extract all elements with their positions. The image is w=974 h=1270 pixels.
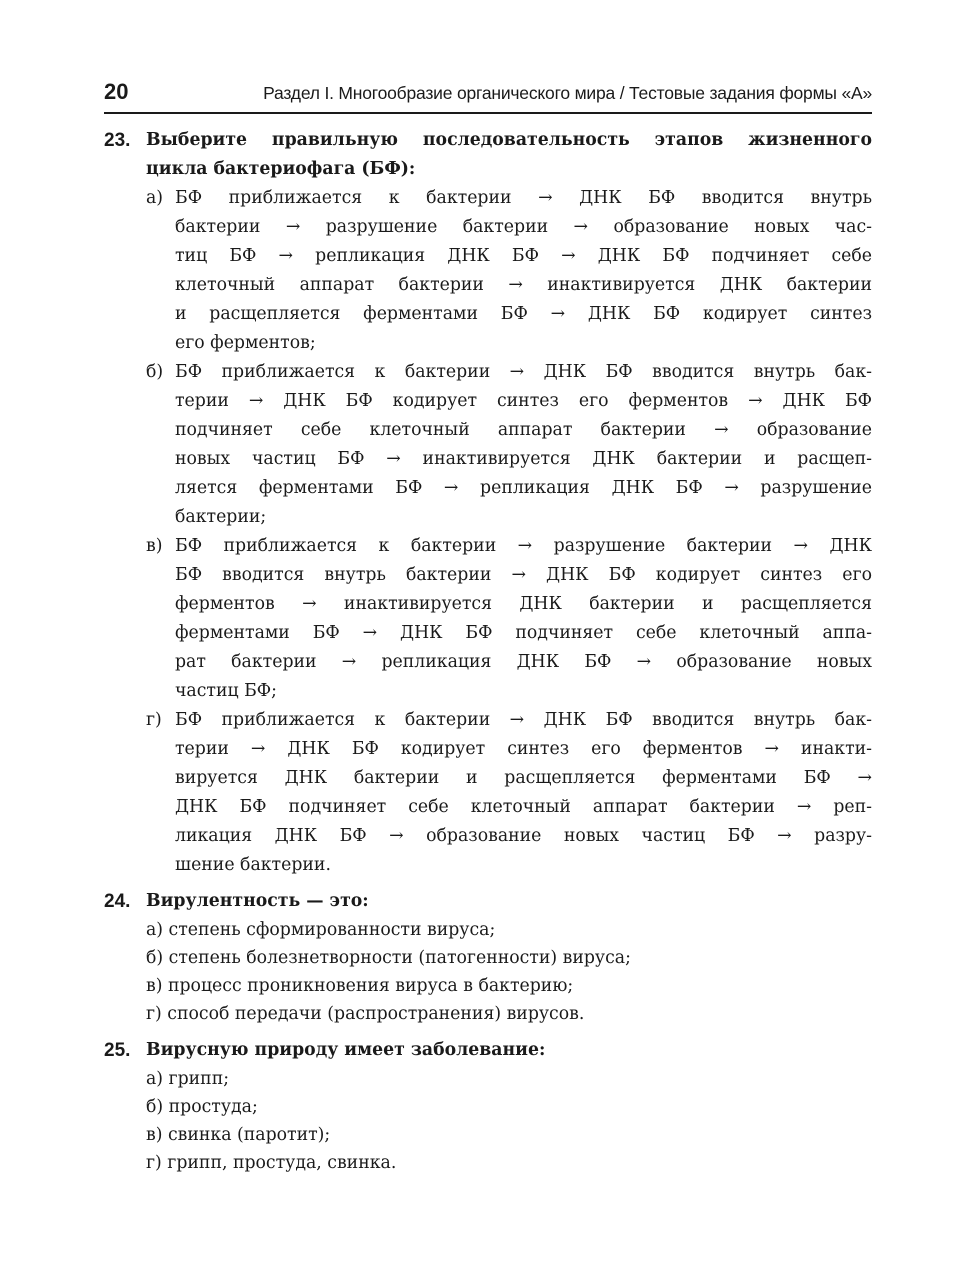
answer-option-b: б) степень болезнетворности (патогенности) вируса;	[146, 948, 631, 968]
option-letter: г)	[146, 710, 162, 730]
question-24	[104, 887, 872, 1028]
option-line: бактерии → разрушение бактерии → образование новых час-	[175, 217, 872, 237]
option-line: шение бактерии.	[175, 855, 331, 875]
option-line: ферментов → инактивируется ДНК бактерии и расщепляется	[175, 594, 872, 614]
option-line: ляется ферментами БФ → репликация ДНК БФ → разрушение	[175, 478, 872, 498]
option-line: клеточный аппарат бактерии → инактивируется ДНК бактерии	[175, 275, 872, 295]
answer-option-a: а) грипп;	[146, 1069, 230, 1089]
option-line: терии → ДНК БФ кодирует синтез его ферментов → ДНК БФ	[175, 391, 872, 411]
question-text: Выберите правильную последовательность этапов жизненного	[146, 130, 872, 150]
option-line: ликация ДНК БФ → образование новых частиц БФ → разру-	[175, 826, 872, 846]
option-line: БФ приближается к бактерии → разрушение бактерии → ДНК	[175, 536, 872, 556]
option-letter: б)	[146, 362, 164, 382]
option-line: рат бактерии → репликация ДНК БФ → образование новых	[175, 652, 872, 672]
option-letter: а)	[146, 188, 164, 208]
option-line: ДНК БФ подчиняет себе клеточный аппарат бактерии → реп-	[175, 797, 872, 817]
answer-option-b: б) простуда;	[146, 1097, 258, 1117]
running-head: Раздел I. Многообразие органического мира / Тестовые задания формы «А»	[263, 83, 872, 103]
question-text: Вирулентность — это:	[146, 891, 369, 911]
page-header	[104, 78, 872, 114]
answer-option-c	[146, 532, 872, 706]
question-25	[104, 1036, 872, 1177]
answer-option-a: а) степень сформированности вируса;	[146, 920, 496, 940]
option-line: новых частиц БФ → инактивируется ДНК бактерии и расщеп-	[175, 449, 872, 469]
option-line: тиц БФ → репликация ДНК БФ → ДНК БФ подчиняет себе	[175, 246, 872, 266]
answer-option-c: в) процесс проникновения вируса в бактерию;	[146, 976, 574, 996]
question-number: 23.	[104, 130, 131, 151]
option-line: частиц БФ;	[175, 681, 277, 701]
question-number: 25.	[104, 1040, 131, 1061]
answer-option-c: в) свинка (паротит);	[146, 1125, 331, 1145]
option-line: ферментами БФ → ДНК БФ подчиняет себе клеточный аппа-	[175, 623, 872, 643]
page-number: 20	[104, 79, 129, 104]
question-text: Вирусную природу имеет заболевание:	[146, 1040, 546, 1060]
option-line: подчиняет себе клеточный аппарат бактерии → образование	[175, 420, 872, 440]
option-line: терии → ДНК БФ кодирует синтез его ферментов → инакти-	[175, 739, 872, 759]
option-line: БФ приближается к бактерии → ДНК БФ вводится внутрь бак-	[175, 362, 872, 382]
option-line: и расщепляется ферментами БФ → ДНК БФ кодирует синтез	[175, 304, 872, 324]
option-letter: в)	[146, 536, 163, 556]
question-text: цикла бактериофага (БФ):	[146, 159, 416, 179]
option-line: БФ приближается к бактерии → ДНК БФ вводится внутрь	[175, 188, 872, 208]
answer-option-a	[146, 184, 872, 358]
question-number: 24.	[104, 891, 131, 912]
answer-option-d: г) грипп, простуда, свинка.	[146, 1153, 397, 1173]
answer-option-b	[146, 358, 872, 532]
option-line: бактерии;	[175, 507, 267, 527]
option-line: вируется ДНК бактерии и расщепляется ферментами БФ →	[175, 768, 872, 788]
option-line: БФ приближается к бактерии → ДНК БФ вводится внутрь бак-	[175, 710, 872, 730]
option-line: его ферментов;	[175, 333, 316, 353]
question-23	[104, 126, 872, 880]
answer-option-d	[146, 706, 872, 880]
option-line: БФ вводится внутрь бактерии → ДНК БФ кодирует синтез его	[175, 565, 872, 585]
answer-option-d: г) способ передачи (распространения) вирусов.	[146, 1004, 585, 1024]
